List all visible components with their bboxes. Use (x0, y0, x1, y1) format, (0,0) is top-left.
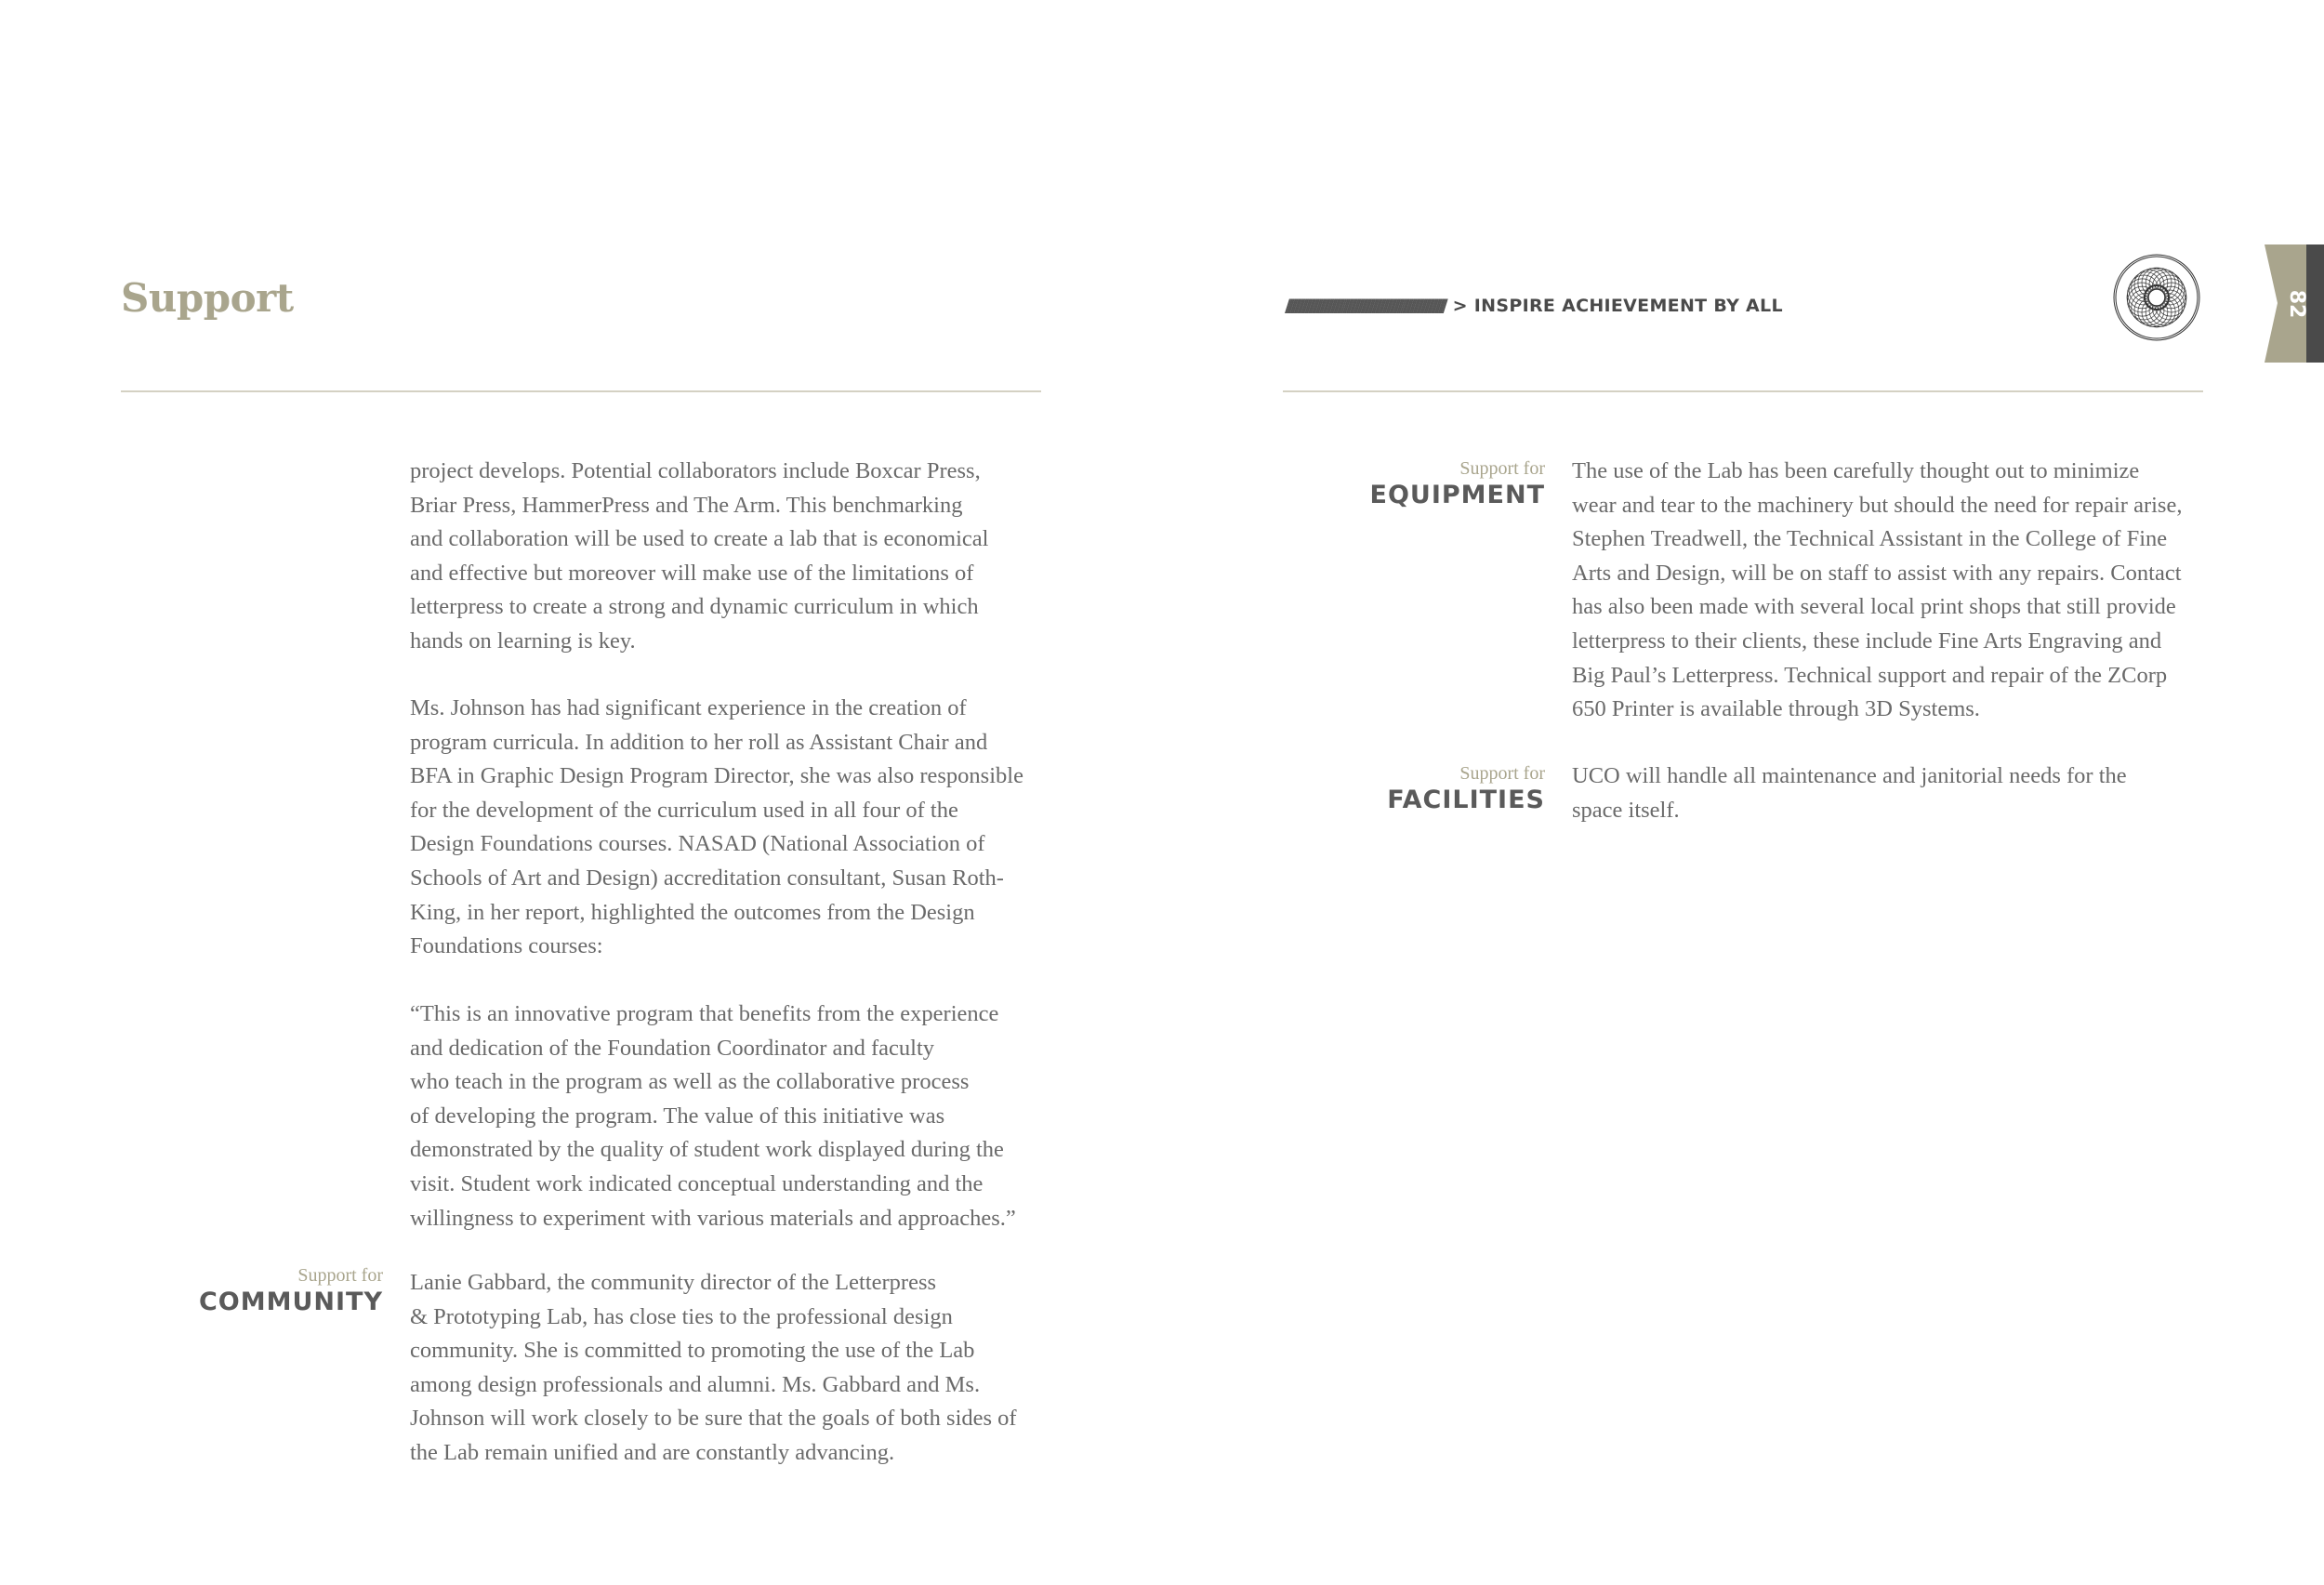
label-community-big: COMMUNITY (198, 1288, 383, 1316)
header-tagline (1285, 296, 1783, 316)
text-line: Arts and Design, will be on staff to assist with any repairs. Contact (1572, 560, 2182, 586)
text-line: and collaboration will be used to create a lab that is economical (410, 526, 989, 552)
text-line: UCO will handle all maintenance and janitorial needs for the (1572, 763, 2127, 788)
slogan: > INSPIRE ACHIEVEMENT BY ALL (1452, 296, 1783, 316)
paragraph-quote (410, 997, 1016, 1235)
text-line: has also been made with several local print shops that still provide (1572, 594, 2176, 620)
label-community (199, 1264, 383, 1318)
text-line: project develops. Potential collaborators include Boxcar Press, (410, 458, 981, 483)
text-line: who teach in the program as well as the collaborative process (410, 1069, 970, 1095)
text-line: BFA in Graphic Design Program Director, she was also responsible (410, 763, 1023, 789)
text-line: Ms. Johnson has had significant experience in the creation of (410, 695, 967, 720)
paragraph-community (410, 1266, 1017, 1471)
text-line: The use of the Lab has been carefully thought out to minimize (1572, 458, 2140, 483)
text-line: willingness to experiment with various materials and approaches.” (410, 1205, 1016, 1231)
label-facilities-small: Support for (1459, 763, 1545, 784)
text-line: among design professionals and alumni. Ms. Gabbard and Ms. (410, 1371, 981, 1397)
label-equipment-small: Support for (1459, 458, 1545, 479)
text-line: wear and tear to the machinery but should the need for repair arise, (1572, 492, 2183, 518)
page-number: 82 (2285, 289, 2308, 319)
text-line: community. She is committed to promoting the use of the Lab (410, 1338, 975, 1364)
label-facilities (1387, 762, 1545, 816)
text-line: Schools of Art and Design) accreditation consultant, Susan Roth- (410, 865, 1004, 891)
text-line: of developing the program. The value of this initiative was (410, 1103, 945, 1129)
rosette-seal-icon (2112, 253, 2201, 342)
text-line: for the development of the curriculum used in all four of the (410, 797, 958, 823)
header-rule-right (1283, 390, 2203, 392)
text-line: Design Foundations courses. NASAD (National Association of (410, 831, 985, 857)
text-line: King, in her report, highlighted the outcomes from the Design (410, 899, 975, 925)
text-line: “This is an innovative program that benefits from the experience (410, 1001, 999, 1026)
text-line: Lanie Gabbard, the community director of the Letterpress (410, 1270, 937, 1295)
label-equipment-big: EQUIPMENT (1369, 481, 1545, 509)
text-line: Briar Press, HammerPress and The Arm. This benchmarking (410, 492, 963, 518)
page-title: Support (121, 275, 294, 321)
paragraph-facilities (1572, 759, 2127, 827)
text-line: space itself. (1572, 797, 1680, 823)
label-facilities-big: FACILITIES (1387, 786, 1545, 814)
text-line: visit. Student work indicated conceptual understanding and the (410, 1170, 984, 1196)
paragraph-curricula (410, 692, 1023, 964)
header-rule-left (121, 390, 1041, 392)
text-line: & Prototyping Lab, has close ties to the professional design (410, 1303, 953, 1329)
text-line: and dedication of the Foundation Coordinator and faculty (410, 1035, 935, 1061)
label-community-small: Support for (297, 1265, 383, 1286)
text-line: 650 Printer is available through 3D Systems. (1572, 696, 1980, 722)
text-line: Foundations courses: (410, 933, 603, 959)
slash-pattern: //////////////////////////////////////////////////////////////////////////////////////// (1285, 296, 1444, 316)
text-line: and effective but moreover will make use of the limitations of (410, 560, 974, 586)
text-line: Johnson will work closely to be sure that the goals of both sides of (410, 1406, 1017, 1432)
paragraph-collaborators (410, 455, 988, 659)
label-equipment (1370, 457, 1545, 511)
text-line: letterpress to create a strong and dynamic curriculum in which (410, 594, 979, 620)
text-line: the Lab remain unified and are constantly advancing. (410, 1439, 895, 1465)
text-line: Stephen Treadwell, the Technical Assistant in the College of Fine (1572, 526, 2168, 552)
text-line: Big Paul’s Letterpress. Technical support and repair of the ZCorp (1572, 662, 2168, 688)
text-line: program curricula. In addition to her roll as Assistant Chair and (410, 729, 988, 755)
paragraph-equipment (1572, 455, 2182, 727)
text-line: demonstrated by the quality of student work displayed during the (410, 1137, 1004, 1163)
text-line: hands on learning is key. (410, 627, 636, 654)
text-line: letterpress to their clients, these include Fine Arts Engraving and (1572, 627, 2162, 654)
